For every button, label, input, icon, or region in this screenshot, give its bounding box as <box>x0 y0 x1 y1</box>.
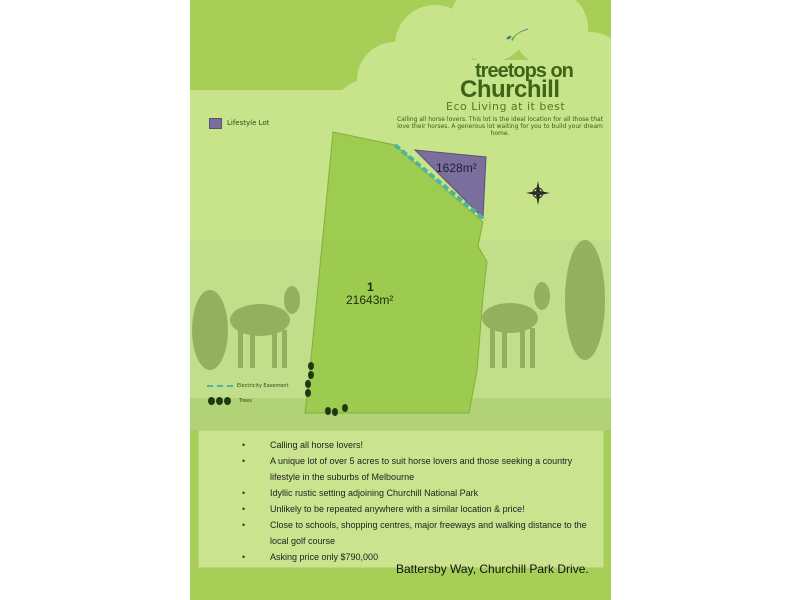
legend-easement-label: Electricity Easement <box>237 383 289 389</box>
feature-item: • Asking price only $790,000 <box>242 549 587 565</box>
feature-item: • Calling all horse lovers! <box>242 437 587 453</box>
trees-swatch-icon <box>208 397 231 405</box>
lot-number: 1 <box>367 280 374 294</box>
features-list <box>242 437 587 565</box>
legend-electricity-easement <box>207 383 288 389</box>
leaf-swirl-icon <box>430 28 580 63</box>
intro-paragraph: Calling all horse lovers. This lot is the ideal location for all those that love their horses. A generous lot waiting for you to build your dream home. <box>396 116 604 137</box>
feature-item: • A unique lot of over 5 acres to suit horse lovers and those seeking a country lifestyle in the suburbs of Melbourne <box>242 453 587 485</box>
lot-area: 21643m² <box>346 293 394 307</box>
feature-item: • Unlikely to be repeated anywhere with a similar location & price! <box>242 501 587 517</box>
feature-item: • Idyllic rustic setting adjoining Churchill National Park <box>242 485 587 501</box>
features-panel <box>198 430 604 568</box>
lifestyle-lot-area: 1628m² <box>436 161 477 175</box>
legend-lifestyle-label: Lifestyle Lot <box>227 119 270 127</box>
property-address: Battersby Way, Churchill Park Drive. <box>396 562 589 576</box>
compass-rose-icon <box>525 180 551 206</box>
easement-swatch <box>207 385 233 387</box>
brand-line-1: treetops on <box>475 60 573 82</box>
feature-item: • Close to schools, shopping centres, major freeways and walking distance to the local golf course <box>242 517 587 549</box>
legend-trees-label: Trees <box>239 398 253 404</box>
brand-tagline: Eco Living at it best <box>446 100 566 113</box>
lifestyle-lot-swatch <box>209 118 222 129</box>
brochure-poster <box>190 0 611 600</box>
legend-trees <box>208 397 252 405</box>
legend-lifestyle-lot <box>209 118 269 128</box>
brand-line-2: Churchill <box>460 76 560 103</box>
